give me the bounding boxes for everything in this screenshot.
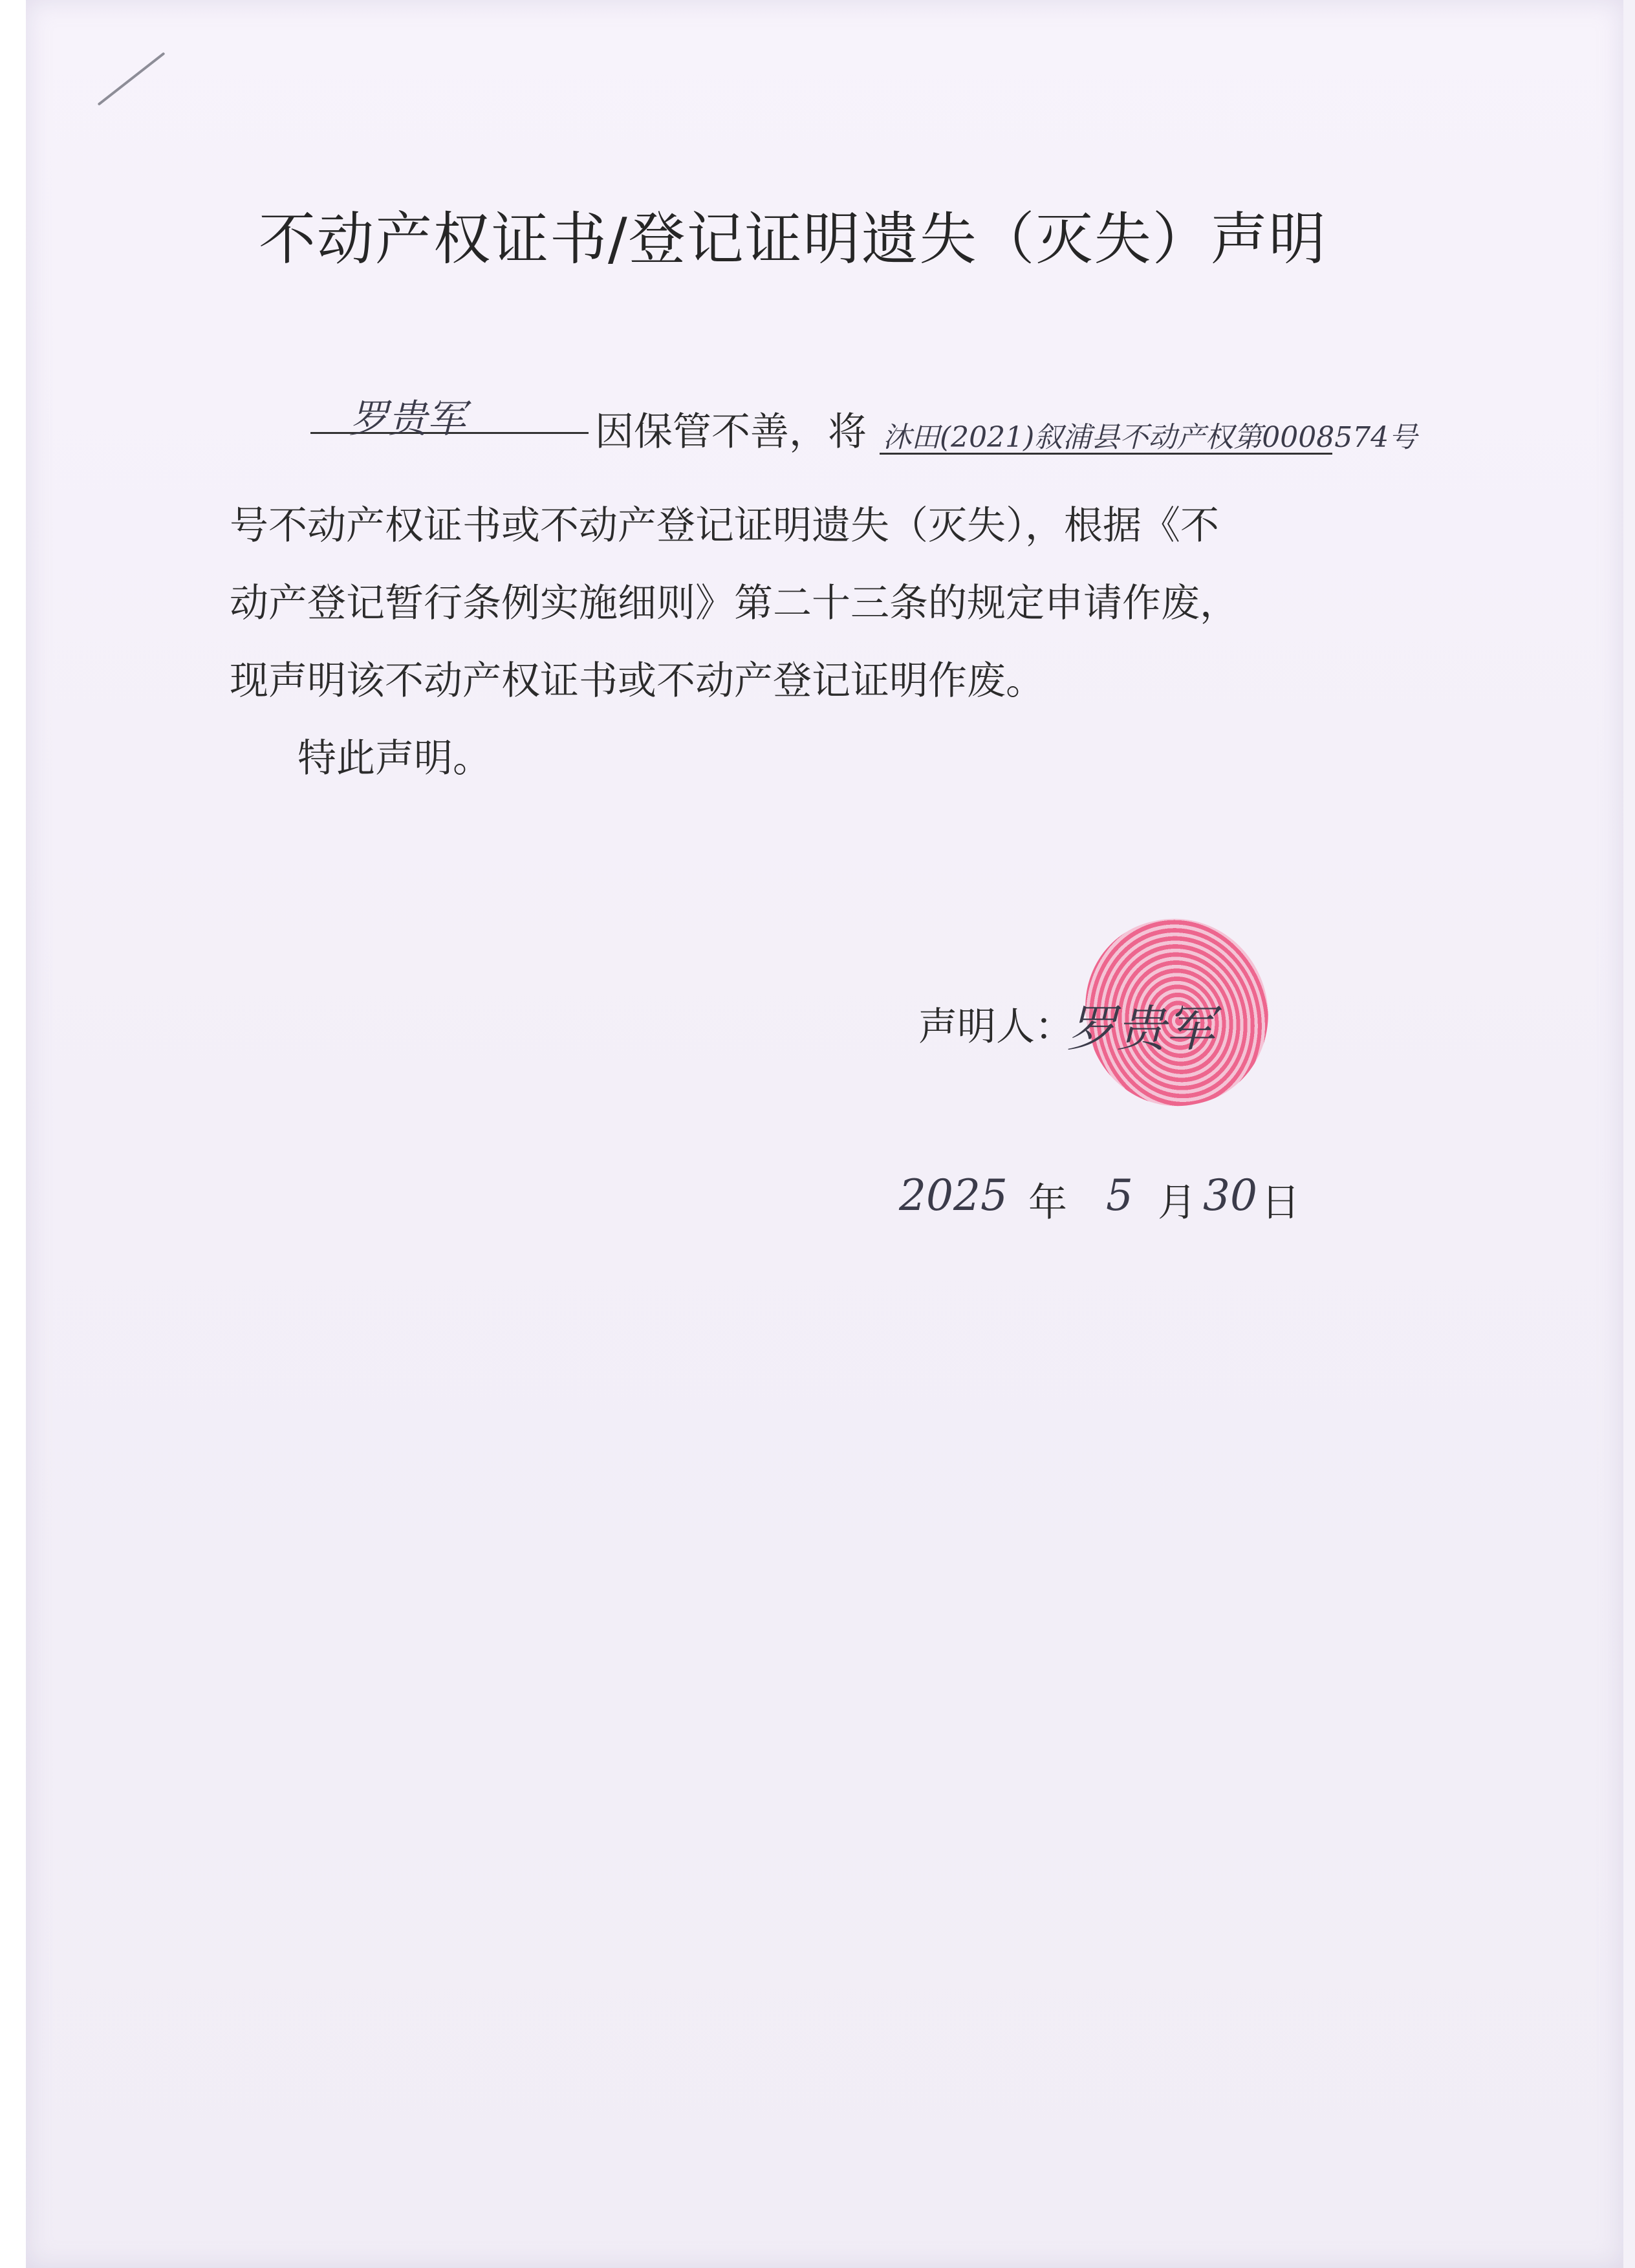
date-month: 5 — [1106, 1171, 1133, 1220]
staple-mark — [98, 52, 166, 105]
document-title: 不动产权证书/登记证明遗失（灭失）声明 — [259, 206, 1327, 272]
date-day-unit: 日 — [1261, 1180, 1300, 1226]
scan-left-margin — [0, 0, 26, 2268]
applicant-name-handwritten: 罗贵军 — [349, 396, 466, 442]
document-page — [26, 0, 1623, 2268]
signature-label: 声明人： — [918, 1004, 1074, 1050]
date-year: 2025 — [899, 1171, 1008, 1220]
date-day: 30 — [1203, 1171, 1257, 1220]
body-line-1: 因保管不善，将 — [595, 409, 867, 455]
date-year-unit: 年 — [1028, 1180, 1067, 1226]
body-line-2: 号不动产权证书或不动产登记证明遗失（灭失），根据《不 — [230, 503, 1219, 548]
certificate-no-handwritten: 沐田(2021)叙浦县不动产权第0008574号 — [883, 421, 1418, 454]
body-line-5: 特此声明。 — [298, 736, 492, 781]
signature-name-handwritten: 罗贵军 — [1067, 1000, 1215, 1057]
body-line-3: 动产登记暂行条例实施细则》第二十三条的规定申请作废， — [230, 581, 1239, 626]
date-month-unit: 月 — [1158, 1180, 1196, 1226]
body-line-4: 现声明该不动产权证书或不动产登记证明作废。 — [230, 658, 1045, 704]
